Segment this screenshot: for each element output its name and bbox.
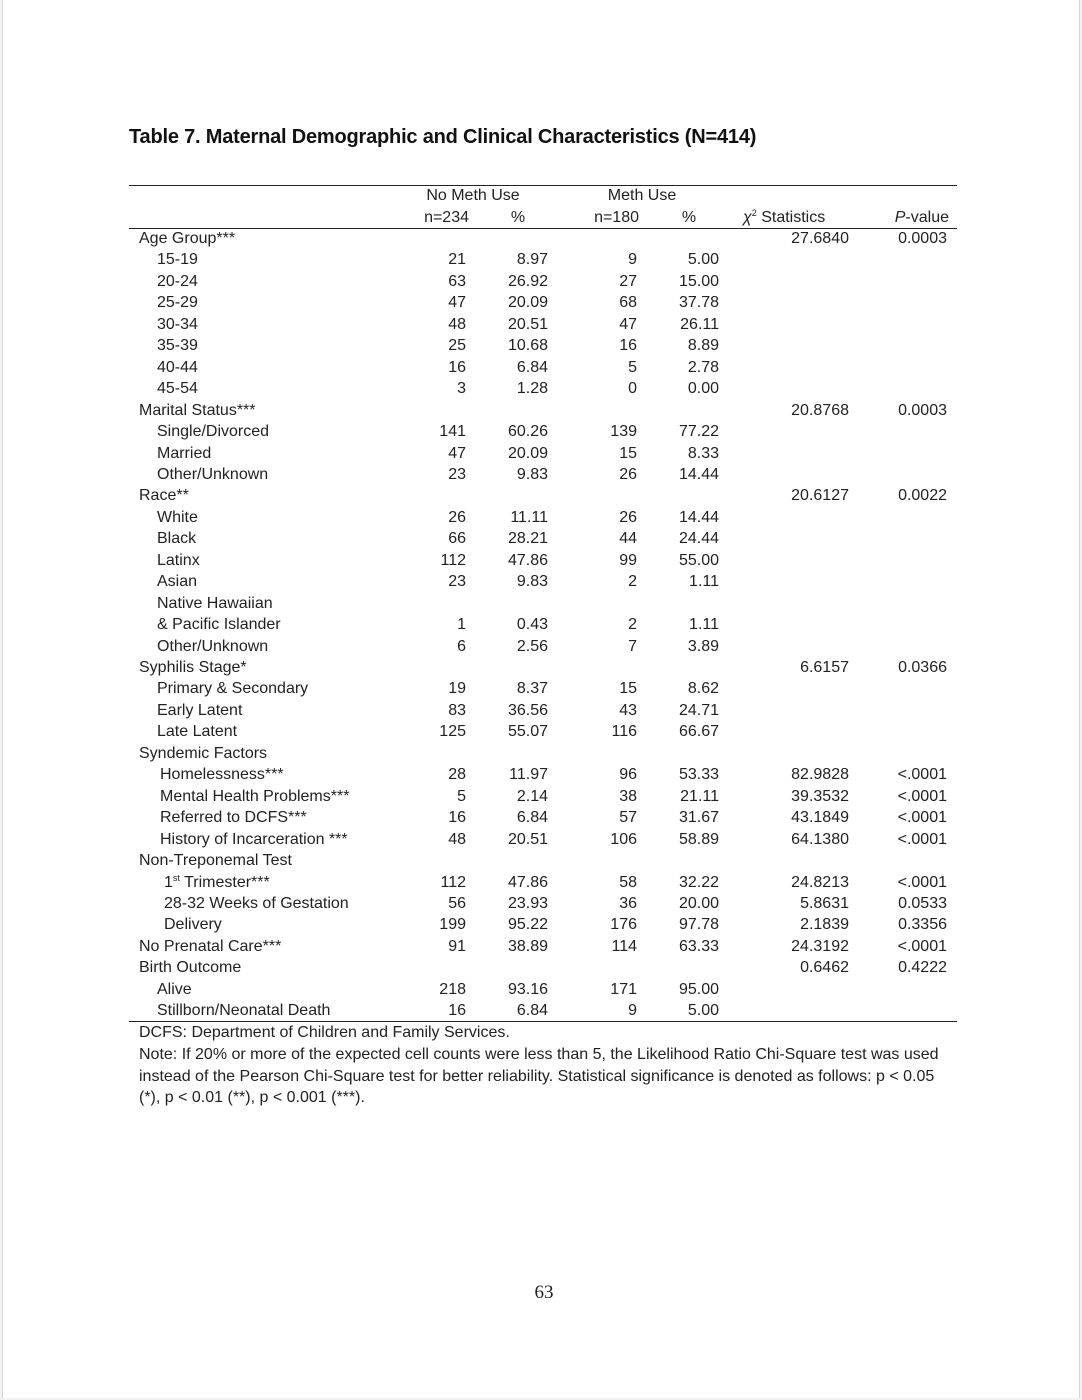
- pct-meth: 32.22: [678, 873, 719, 891]
- count-no-meth: 218: [439, 980, 466, 998]
- count-no-meth: 6: [457, 637, 466, 655]
- row-label-text: 28-32 Weeks of Gestation: [164, 894, 349, 912]
- chi-superscript: 2: [751, 208, 757, 218]
- row-label: [157, 529, 196, 549]
- row-label: [139, 401, 256, 421]
- count-no-meth: 5: [457, 787, 466, 805]
- count-no-meth: 199: [439, 916, 466, 934]
- row-label-text: 1: [164, 873, 173, 891]
- row-label-text: 15-19: [157, 251, 198, 269]
- count-meth: 7: [628, 637, 637, 655]
- pct-meth: 8.62: [687, 680, 719, 698]
- row-label-text: Married: [157, 444, 212, 462]
- count-meth: 106: [610, 830, 637, 848]
- row-label-text: Delivery: [164, 916, 222, 934]
- chi-square-value: 24.8213: [791, 873, 849, 891]
- count-meth: 43: [619, 701, 637, 719]
- table-row: [3, 722, 1082, 743]
- chi-square-value: 27.6840: [791, 230, 849, 247]
- table-top-rule: [129, 185, 957, 186]
- pct-meth: 8.89: [687, 337, 719, 355]
- count-meth: 171: [610, 980, 637, 998]
- p-value: 0.3356: [898, 916, 947, 934]
- pct-no-meth: 47.86: [507, 551, 548, 569]
- row-label: [157, 722, 237, 742]
- count-meth: 96: [619, 766, 637, 784]
- row-label: [157, 572, 197, 592]
- pct-meth: 26.11: [680, 315, 719, 333]
- pct-meth: 21.11: [680, 787, 719, 805]
- row-label: [139, 486, 189, 506]
- table-row: [3, 401, 1082, 422]
- row-label: [157, 551, 200, 571]
- count-meth: 68: [619, 294, 637, 312]
- row-label-text: Birth Outcome: [139, 959, 242, 977]
- table-row: [3, 701, 1082, 722]
- count-meth: 0: [628, 380, 637, 398]
- header-n-meth: n=180: [594, 209, 639, 226]
- row-label: [157, 679, 308, 699]
- table-row: [3, 787, 1082, 808]
- pct-no-meth: 0.43: [516, 616, 548, 634]
- count-meth: 116: [611, 723, 637, 741]
- count-no-meth: 19: [448, 680, 466, 698]
- document-page: [2, 0, 1080, 1398]
- pct-no-meth: 20.51: [507, 315, 548, 333]
- count-no-meth: 91: [448, 937, 466, 955]
- pct-meth: 20.00: [678, 894, 719, 912]
- p-value: 0.4222: [898, 959, 947, 977]
- table-row: [3, 894, 1082, 915]
- chi-square-value: 24.3192: [791, 937, 849, 955]
- row-label-text: Primary & Secondary: [157, 680, 309, 698]
- row-label-text: No Prenatal Care***: [139, 937, 282, 955]
- row-label: [157, 1001, 330, 1021]
- pct-no-meth: 20.09: [507, 444, 548, 462]
- row-label: [157, 615, 281, 635]
- pct-no-meth: 1.28: [516, 380, 548, 398]
- table-row: [3, 379, 1082, 400]
- row-label-text: Homelessness***: [160, 766, 284, 784]
- count-meth: 47: [619, 315, 637, 333]
- count-meth: 16: [619, 337, 637, 355]
- pct-no-meth: 8.37: [516, 680, 548, 698]
- table-row: [3, 444, 1082, 465]
- row-label-text: Late Latent: [157, 723, 238, 741]
- footnote-dcfs: DCFS: Department of Children and Family Services.: [139, 1024, 510, 1041]
- pct-meth: 58.89: [678, 830, 719, 848]
- row-label: [139, 658, 247, 678]
- table-row: [3, 980, 1082, 1001]
- row-label: [157, 358, 198, 378]
- count-no-meth: 28: [448, 766, 466, 784]
- pct-meth: 2.78: [687, 358, 719, 376]
- pct-meth: 15.00: [678, 272, 719, 290]
- table-row: [3, 1001, 1082, 1022]
- count-no-meth: 83: [448, 701, 466, 719]
- pct-no-meth: 6.84: [516, 809, 548, 827]
- table-row: [3, 851, 1082, 872]
- row-label: [157, 336, 198, 356]
- pct-no-meth: 20.51: [507, 830, 548, 848]
- header-pct-no-meth: %: [510, 209, 526, 226]
- row-label: [139, 851, 292, 871]
- row-label: [160, 765, 284, 785]
- footnote-note: Note: If 20% or more of the expected cell counts were less than 5, the Likelihood Ratio Chi-Square test was used instead of the Pearson Chi-Square test for better reliability. Statistical significance is denoted as follows: p < 0.05 (*), p < 0.01 (**), p < 0.001 (***).: [139, 1046, 939, 1106]
- row-label-text: Stillborn/Neonatal Death: [157, 1002, 331, 1020]
- row-label-text: 45-54: [157, 380, 198, 398]
- pct-meth: 5.00: [687, 1002, 719, 1020]
- page-number: 63: [534, 1282, 554, 1303]
- pct-no-meth: 26.92: [507, 272, 548, 290]
- pct-no-meth: 38.89: [507, 937, 548, 955]
- p-value: 0.0022: [898, 487, 947, 505]
- pct-no-meth: 9.83: [516, 573, 548, 591]
- row-label-text: Mental Health Problems***: [160, 787, 350, 805]
- pct-meth: 1.11: [689, 573, 719, 591]
- header-group-no-meth: No Meth Use: [426, 187, 520, 204]
- count-meth: 44: [619, 530, 637, 548]
- chi-square-value: 2.1839: [800, 916, 849, 934]
- count-no-meth: 16: [448, 809, 466, 827]
- table-title: Table 7. Maternal Demographic and Clinical Characteristics (N=414): [129, 126, 757, 148]
- pct-no-meth: 9.83: [516, 465, 548, 483]
- table-row: [3, 808, 1082, 829]
- table-row: [3, 915, 1082, 936]
- count-no-meth: 23: [448, 573, 466, 591]
- p-value: <.0001: [897, 787, 947, 805]
- pct-meth: 14.44: [678, 508, 719, 526]
- pct-meth: 14.44: [678, 465, 719, 483]
- pct-meth: 8.33: [687, 444, 719, 462]
- count-no-meth: 23: [448, 465, 466, 483]
- count-no-meth: 141: [439, 423, 466, 441]
- chi-square-value: 20.8768: [791, 401, 849, 419]
- pct-meth: 0.00: [687, 380, 719, 398]
- row-label-rest: Trimester***: [179, 873, 270, 891]
- pct-meth: 77.22: [678, 423, 719, 441]
- pct-no-meth: 6.84: [516, 358, 548, 376]
- count-no-meth: 21: [448, 251, 466, 269]
- count-meth: 5: [628, 358, 637, 376]
- table-row: [3, 551, 1082, 572]
- p-value: <.0001: [897, 809, 947, 827]
- row-label-text: Other/Unknown: [157, 637, 269, 655]
- count-meth: 2: [628, 573, 637, 591]
- row-label-text: Other/Unknown: [157, 465, 269, 483]
- table-row: [3, 572, 1082, 593]
- pct-no-meth: 6.84: [516, 1002, 548, 1020]
- count-no-meth: 112: [440, 873, 466, 891]
- chi-square-value: 64.1380: [791, 830, 849, 848]
- count-no-meth: 66: [448, 530, 466, 548]
- count-no-meth: 48: [448, 830, 466, 848]
- row-label-text: 35-39: [157, 337, 198, 355]
- p-value: <.0001: [897, 766, 947, 784]
- pct-meth: 5.00: [687, 251, 719, 269]
- pct-no-meth: 11.11: [510, 508, 548, 526]
- chi-label: Statistics: [756, 209, 826, 226]
- pct-no-meth: 55.07: [507, 723, 548, 741]
- row-label: [164, 894, 349, 914]
- row-label: [157, 637, 268, 657]
- table-row: [3, 637, 1082, 658]
- chi-square-value: 6.6157: [800, 659, 849, 676]
- row-label: [160, 830, 348, 850]
- pct-meth: 1.11: [689, 616, 719, 634]
- row-label-text: Marital Status***: [139, 401, 256, 419]
- row-label: [157, 980, 192, 1000]
- table-row: [3, 529, 1082, 550]
- count-meth: 57: [619, 809, 637, 827]
- table-row: [3, 937, 1082, 958]
- row-label-text: Latinx: [157, 551, 200, 569]
- row-label: [157, 594, 273, 614]
- row-label-text: 25-29: [157, 294, 198, 312]
- row-label-text: Native Hawaiian: [157, 594, 273, 612]
- table-row: [3, 465, 1082, 486]
- table-row: [3, 744, 1082, 765]
- count-no-meth: 47: [448, 294, 466, 312]
- pct-meth: 53.33: [678, 766, 719, 784]
- row-label: [157, 293, 198, 313]
- count-no-meth: 56: [448, 894, 466, 912]
- row-label: [139, 229, 235, 249]
- row-label-text: Alive: [157, 980, 192, 998]
- row-label-text: Early Latent: [157, 701, 243, 719]
- row-label-text: Asian: [157, 573, 198, 591]
- row-label: [157, 315, 198, 335]
- pct-no-meth: 2.56: [516, 637, 548, 655]
- count-meth: 38: [619, 787, 637, 805]
- row-label-text: Black: [157, 530, 197, 548]
- chi-square-value: 43.1849: [791, 809, 849, 827]
- count-no-meth: 63: [448, 272, 466, 290]
- pct-no-meth: 28.21: [507, 530, 548, 548]
- count-no-meth: 25: [448, 337, 466, 355]
- count-meth: 9: [628, 1002, 637, 1020]
- row-label-text: Syphilis Stage*: [139, 659, 247, 676]
- p-value: <.0001: [897, 830, 947, 848]
- count-meth: 27: [619, 272, 637, 290]
- row-label: [157, 422, 269, 442]
- row-label-text: Syndemic Factors: [139, 744, 268, 762]
- count-meth: 139: [610, 423, 637, 441]
- row-label: [164, 873, 270, 893]
- row-label-text: History of Incarceration ***: [160, 830, 348, 848]
- row-label-text: Referred to DCFS***: [160, 809, 307, 827]
- pct-no-meth: 8.97: [516, 251, 548, 269]
- count-no-meth: 16: [448, 358, 466, 376]
- count-meth: 36: [619, 894, 637, 912]
- row-label: [157, 465, 268, 485]
- table-row: [3, 315, 1082, 336]
- pct-meth: 95.00: [678, 980, 719, 998]
- row-label: [157, 250, 198, 270]
- count-no-meth: 16: [448, 1002, 466, 1020]
- table-row: [3, 336, 1082, 357]
- row-label-text: 40-44: [157, 358, 198, 376]
- table-row: [3, 679, 1082, 700]
- row-label: [139, 744, 267, 764]
- table-row: [3, 658, 1082, 679]
- table-row: [3, 250, 1082, 271]
- pct-no-meth: 23.93: [507, 894, 548, 912]
- row-label: [157, 379, 198, 399]
- pct-no-meth: 11.97: [509, 766, 548, 784]
- row-label: [157, 272, 198, 292]
- row-label-text: Age Group***: [139, 230, 236, 247]
- count-meth: 26: [619, 465, 637, 483]
- row-label-text: Single/Divorced: [157, 423, 270, 441]
- count-no-meth: 1: [457, 616, 466, 634]
- row-label-text: Non-Treponemal Test: [139, 852, 292, 870]
- row-label: [160, 808, 307, 828]
- p-value: 0.0003: [898, 230, 947, 247]
- table-row: [3, 594, 1082, 615]
- chi-square-value: 5.8631: [800, 894, 849, 912]
- pct-meth: 66.67: [678, 723, 719, 741]
- pct-meth: 55.00: [678, 551, 719, 569]
- pct-meth: 24.71: [678, 701, 719, 719]
- chi-symbol: χ: [743, 209, 752, 226]
- count-meth: 26: [619, 508, 637, 526]
- pct-no-meth: 93.16: [507, 980, 548, 998]
- row-label-text: Race**: [139, 487, 189, 505]
- row-label-superscript: st: [172, 872, 180, 883]
- pct-no-meth: 95.22: [507, 916, 548, 934]
- pct-meth: 31.67: [678, 809, 719, 827]
- row-label-text: 30-34: [157, 315, 198, 333]
- row-label-text: & Pacific Islander: [157, 616, 281, 634]
- pct-no-meth: 10.68: [507, 337, 548, 355]
- header-n-no-meth: n=234: [424, 209, 469, 226]
- table-row: [3, 765, 1082, 786]
- row-label-text: White: [157, 508, 198, 526]
- p-value: <.0001: [897, 873, 947, 891]
- table-row: [3, 229, 1082, 250]
- count-no-meth: 3: [457, 380, 466, 398]
- header-chi-statistics: [743, 208, 843, 228]
- p-value: 0.0366: [898, 659, 947, 676]
- count-no-meth: 125: [439, 723, 466, 741]
- count-no-meth: 48: [448, 315, 466, 333]
- pct-no-meth: 2.14: [516, 787, 548, 805]
- count-meth: 2: [628, 616, 637, 634]
- pct-no-meth: 36.56: [507, 701, 548, 719]
- table-row: [3, 508, 1082, 529]
- count-meth: 9: [628, 251, 637, 269]
- chi-square-value: 39.3532: [791, 787, 849, 805]
- pct-meth: 63.33: [678, 937, 719, 955]
- pct-meth: 3.89: [687, 637, 719, 655]
- table-row: [3, 615, 1082, 636]
- pct-meth: 24.44: [678, 530, 719, 548]
- chi-square-value: 82.9828: [791, 766, 849, 784]
- row-label: [157, 701, 242, 721]
- row-label: [139, 937, 281, 957]
- count-meth: 176: [610, 916, 637, 934]
- table-row: [3, 873, 1082, 894]
- row-label: [164, 915, 222, 935]
- chi-square-value: 20.6127: [791, 487, 849, 505]
- row-label: [139, 958, 241, 978]
- p-value: <.0001: [897, 937, 947, 955]
- table-row: [3, 293, 1082, 314]
- row-label: [157, 444, 211, 464]
- count-meth: 58: [619, 873, 637, 891]
- table-row: [3, 272, 1082, 293]
- pct-no-meth: 47.86: [507, 873, 548, 891]
- header-pct-meth: %: [681, 209, 697, 226]
- count-meth: 99: [619, 551, 637, 569]
- count-no-meth: 26: [448, 508, 466, 526]
- pct-no-meth: 20.09: [507, 294, 548, 312]
- count-no-meth: 47: [448, 444, 466, 462]
- table-row: [3, 422, 1082, 443]
- pct-no-meth: 60.26: [507, 423, 548, 441]
- table-row: [3, 958, 1082, 979]
- p-italic: P: [894, 209, 906, 226]
- count-meth: 15: [619, 444, 637, 462]
- table-row: [3, 486, 1082, 507]
- count-meth: 15: [619, 680, 637, 698]
- p-value: 0.0533: [898, 894, 947, 912]
- count-meth: 114: [611, 937, 637, 955]
- table-row: [3, 358, 1082, 379]
- chi-square-value: 0.6462: [800, 959, 849, 977]
- pct-meth: 37.78: [678, 294, 719, 312]
- header-group-meth: Meth Use: [607, 187, 677, 204]
- table-row: [3, 830, 1082, 851]
- header-p-value: [869, 208, 949, 228]
- pct-meth: 97.78: [678, 916, 719, 934]
- row-label: [157, 508, 198, 528]
- p-value: 0.0003: [898, 401, 947, 419]
- row-label: [160, 787, 349, 807]
- row-label-text: 20-24: [157, 272, 198, 290]
- p-label: -value: [905, 209, 949, 226]
- count-no-meth: 112: [440, 551, 466, 569]
